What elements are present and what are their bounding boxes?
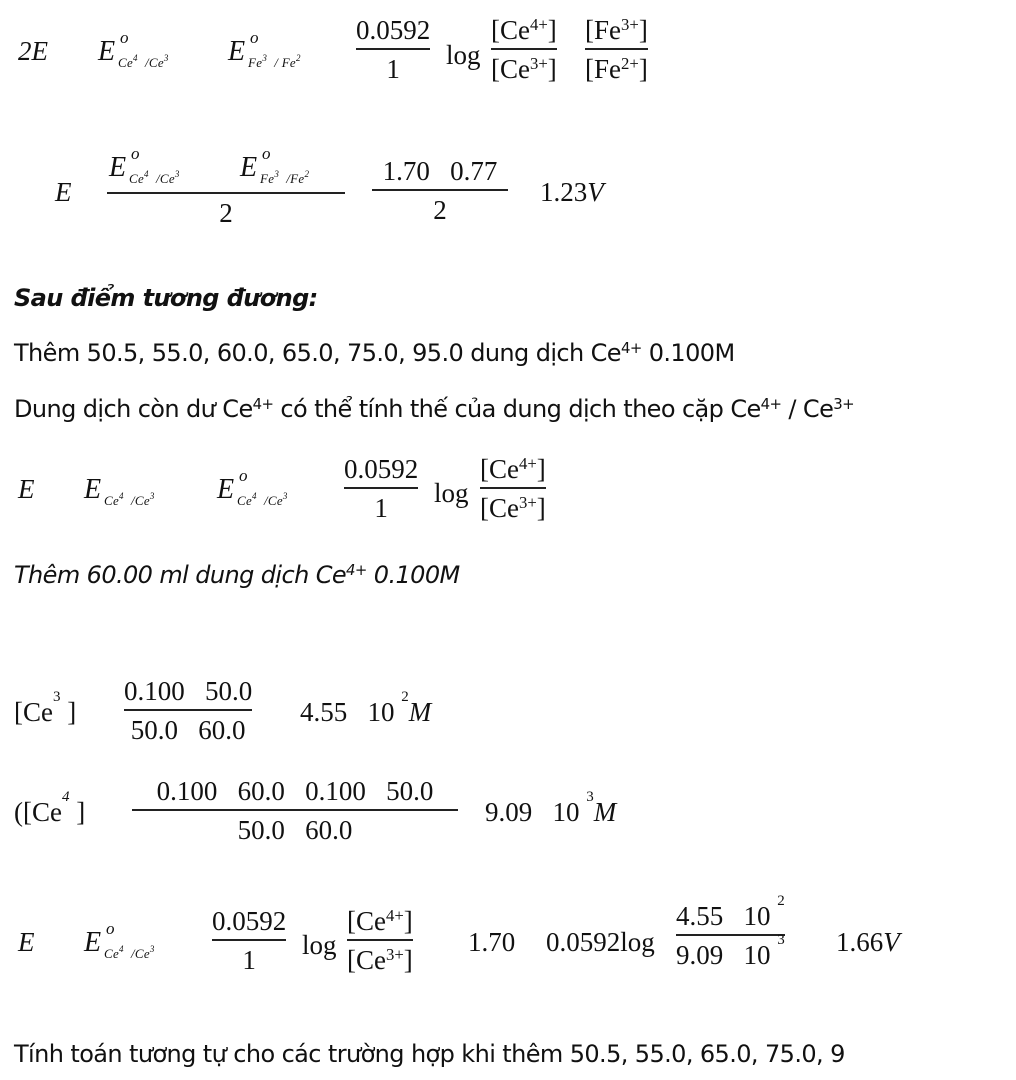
eq6-value-1: 1.70: [468, 927, 516, 957]
eq2-standard-potential-ce: E o Ce$^4$ /Ce$^3$: [109, 144, 180, 186]
eq4-result: 4.55 10 $^2$M: [300, 689, 432, 727]
eq3-coefficient-fraction: 0.0592 1: [344, 454, 419, 523]
eq1-standard-potential-fe: E o Fe$^3$ / Fe$^2$: [228, 28, 301, 70]
text-excess-ce4: Dung dịch còn dư $Ce^{4+}$ có thể tính thế của dung dịch theo cặp $Ce^{4+} / Ce^{3+}$: [14, 394, 854, 423]
text-add-60ml: Thêm 60.00 ml dung dịch $Ce^{4+}$ 0.100M: [14, 560, 460, 589]
eq5-fraction: 0.100 60.0 0.100 50.0 50.0 60.0: [132, 778, 458, 844]
eq6-log: log: [302, 930, 337, 960]
eq6-standard-potential-ce: E o Ce$^4$ /Ce$^3$: [84, 919, 155, 961]
eq4-lhs: [Ce$^3$ ]: [14, 689, 77, 727]
eq4-fraction: 0.100 50.0 50.0 60.0: [124, 676, 253, 745]
eq6-result: 1.66V: [836, 927, 900, 957]
eq6-ce-ratio: $[Ce^{4+}]$ $[Ce^{3+}]$: [347, 905, 413, 975]
eq1-fe-ratio: $[Fe^{3+}]$ $[Fe^{2+}]$: [585, 14, 648, 84]
section-heading: Sau điểm tương đương:: [14, 284, 318, 312]
eq3-log: log: [434, 478, 469, 508]
eq3-ce-ratio: $[Ce^{4+}]$ $[Ce^{3+}]$: [480, 453, 546, 523]
text-add-volumes: Thêm 50.5, 55.0, 60.0, 65.0, 75.0, 95.0 dung dịch $Ce^{4+}$ 0.100M: [14, 338, 735, 367]
eq1-coefficient-fraction: 0.0592 1: [356, 15, 431, 84]
text-similar-calculation: Tính toán tương tự cho các trường hợp khi thêm 50.5, 55.0, 65.0, 75.0, 9: [14, 1040, 845, 1068]
eq1-ce-ratio: $[Ce^{4+}]$ $[Ce^{3+}]$: [491, 14, 557, 84]
eq1-log: log: [446, 40, 481, 70]
eq1-standard-potential-ce: E o Ce$^4$ /Ce$^3$: [98, 28, 169, 70]
eq6-lhs: E: [18, 927, 35, 957]
eq2-numeric-fraction: 1.70 0.77 2: [372, 158, 508, 224]
eq5-result: 9.09 10 $^3$M: [485, 789, 617, 827]
eq2-lhs: E: [55, 177, 72, 207]
eq1-lhs: 2E: [18, 36, 48, 66]
eq3-lhs: E: [18, 474, 35, 504]
eq2-potential-average-fraction: E o Ce$^4$ /Ce$^3$ E o Fe$^3$ /Fe$^2$ 2: [107, 150, 345, 227]
eq2-result: 1.23V: [540, 177, 604, 207]
eq6-coefficient-fraction: 0.0592 1: [212, 906, 287, 975]
eq3-potential-ce: E Ce$^4$ /Ce$^3$: [84, 474, 155, 508]
eq3-standard-potential-ce: E o Ce$^4$ /Ce$^3$: [217, 466, 288, 508]
eq2-standard-potential-fe: E o Fe$^3$ /Fe$^2$: [240, 144, 310, 186]
eq6-value-2: 0.0592log: [546, 927, 655, 957]
eq5-lhs: ([Ce$^4$ ]: [14, 789, 86, 827]
eq6-concentration-ratio: 4.55 10 $^2$ 9.09 10 $^3$: [676, 893, 785, 970]
